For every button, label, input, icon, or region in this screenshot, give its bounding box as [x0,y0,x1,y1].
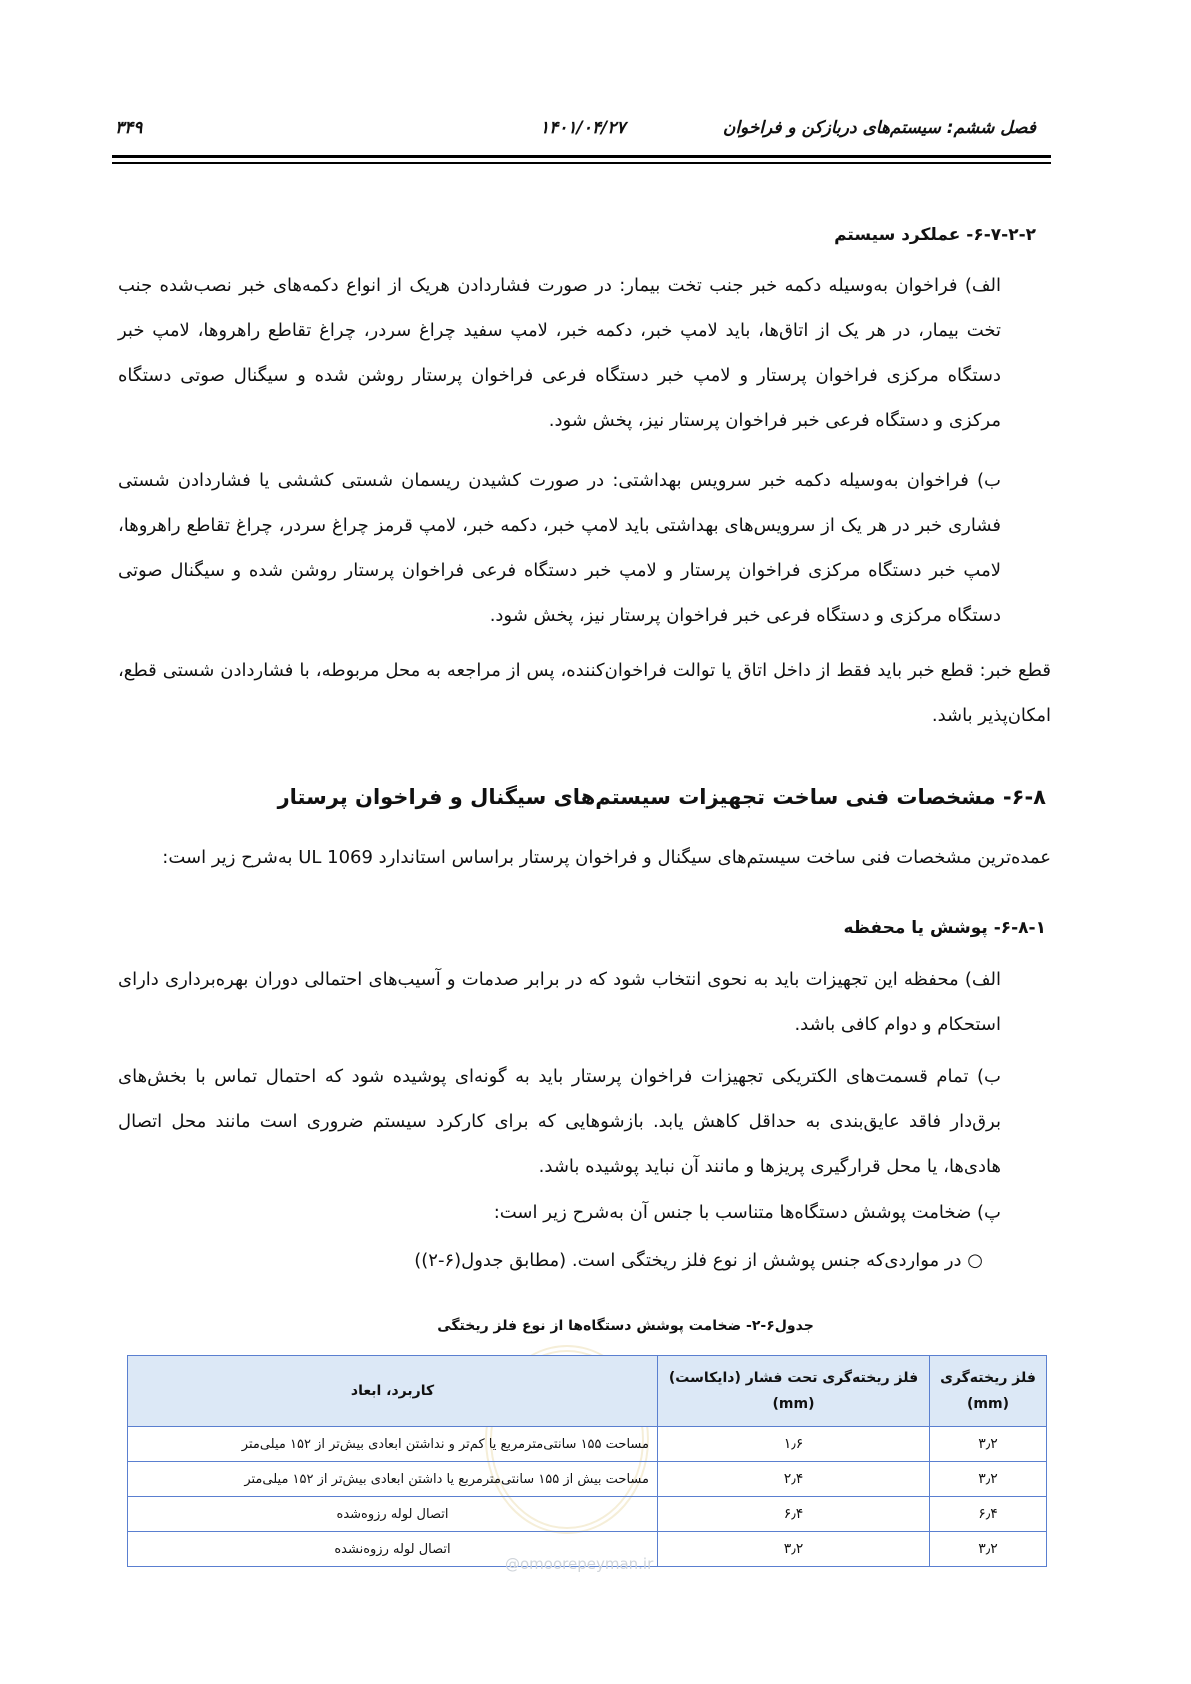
section-heading: ۶-۸-۱- پوشش یا محفظه [843,918,1046,938]
watermark-url: @omoorepeyman.ir [505,1555,654,1573]
cell-cast: ۶٫۴ [930,1497,1047,1532]
bullet-item: ○ در مواردی‌که جنس پوشش از نوع فلز ریختگی است. (مطابق جدول(۶-۲)) [414,1250,983,1271]
cell-cast: ۳٫۲ [930,1532,1047,1567]
cell-die-cast: ۳٫۲ [658,1532,930,1567]
header-unit: (mm) [772,1396,815,1412]
header-label: فلز ریخته‌گری تحت فشار (دایکاست) [668,1370,919,1386]
column-header-die-cast [658,1356,930,1427]
cell-use: مساحت ۱۵۵ سانتی‌مترمربع یا کم‌تر و نداشتن ابعادی بیش‌تر از ۱۵۲ میلی‌متر [128,1427,658,1462]
cell-cast: ۳٫۲ [930,1427,1047,1462]
header-rule [112,155,1051,158]
paragraph: ب) فراخوان به‌وسیله دکمه خبر سرویس بهداشتی: در صورت کشیدن ریسمان شستی کششی یا فشاردادن شستی فشاری خبر در هر یک از سرویس‌های بهداشتی باید لامپ خبر، دکمه خبر، لامپ قرمز چراغ سردر، چراغ تقاطع راهروها، لامپ خبر دستگاه مرکزی فراخوان پرستار و لامپ خبر دستگاه فرعی فراخوان پرستار روشن شده و سیگنال صوتی دستگاه مرکزی و دستگاه فرعی خبر فراخوان پرستار نیز، پخش شود. [118,470,1001,626]
cell-use: مساحت بیش از ۱۵۵ سانتی‌مترمربع یا داشتن ابعادی بیش‌تر از ۱۵۲ میلی‌متر [128,1462,658,1497]
cell-use: اتصال لوله رزوه‌نشده [128,1532,658,1567]
paragraph: پ) ضخامت پوشش دستگاه‌ها متناسب با جنس آن به‌شرح زیر است: [493,1202,1001,1223]
paragraph: قطع خبر: قطع خبر باید فقط از داخل اتاق یا توالت فراخوان‌کننده، پس از مراجعه به محل مربوطه، با فشاردادن شستی قطع، امکان‌پذیر باشد. [118,660,1051,726]
cell-use: اتصال لوله رزوه‌شده [128,1497,658,1532]
header-date: ۱۴۰۱/۰۴/۲۷ [540,118,626,138]
cell-cast: ۳٫۲ [930,1462,1047,1497]
section-heading: ۶-۸- مشخصات فنی ساخت تجهیزات سیستم‌های سیگنال و فراخوان پرستار [277,785,1046,809]
paragraph: ب) تمام قسمت‌های الکتریکی تجهیزات فراخوان پرستار باید به گونه‌ای پوشیده شود که احتمال تماس با بخش‌های برق‌دار فاقد عایق‌بندی به حداقل کاهش یابد. بازشوهایی که برای کارکرد سیستم ضروری است مانند محل اتصال هادی‌ها، یا محل قرارگیری پریزها و مانند آن نباید پوشیده باشد. [118,1066,1001,1177]
header-rule [112,162,1051,164]
column-header-use: کاربرد، ابعاد [128,1356,658,1427]
coating-thickness-table [127,1355,1047,1567]
table-header-row [128,1356,1047,1427]
table-row [128,1427,1047,1462]
header-label: فلز ریخته‌گری [940,1370,1036,1386]
column-header-cast-metal [930,1356,1047,1427]
section-heading: ۶-۷-۲-۲- عملکرد سیستم [834,225,1036,245]
header-unit: (mm) [967,1396,1009,1412]
cell-die-cast: ۶٫۴ [658,1497,930,1532]
table-row [128,1462,1047,1497]
paragraph: الف) محفظه این تجهیزات باید به نحوی انتخاب شود که در برابر صدمات و آسیب‌های احتمالی دوران بهره‌برداری دارای استحکام و دوام کافی باشد. [118,969,1001,1035]
cell-die-cast: ۲٫۴ [658,1462,930,1497]
table-row [128,1497,1047,1532]
paragraph: عمده‌ترین مشخصات فنی ساخت سیستم‌های سیگنال و فراخوان پرستار براساس استاندارد UL 1069 به‌شرح زیر است: [162,847,1051,868]
table-caption: جدول۶-۲- ضخامت پوشش دستگاه‌ها از نوع فلز ریختگی [437,1318,814,1334]
cell-die-cast: ۱٫۶ [658,1427,930,1462]
header-page-number: ۳۴۹ [115,118,143,138]
header-chapter-title: فصل ششم: سیستم‌های دربازکن و فراخوان [722,118,1036,138]
paragraph: الف) فراخوان به‌وسیله دکمه خبر جنب تخت بیمار: در صورت فشاردادن هریک از انواع دکمه‌های خبر نصب‌شده جنب تخت بیمار، در هر یک از اتاق‌ها، باید لامپ خبر، دکمه خبر، لامپ سفید چراغ سردر، چراغ تقاطع راهروها، لامپ خبر دستگاه مرکزی فراخوان پرستار و لامپ خبر دستگاه فرعی فراخوان پرستار روشن شده و سیگنال صوتی دستگاه مرکزی و دستگاه فرعی خبر فراخوان پرستار نیز، پخش شود. [118,275,1001,431]
